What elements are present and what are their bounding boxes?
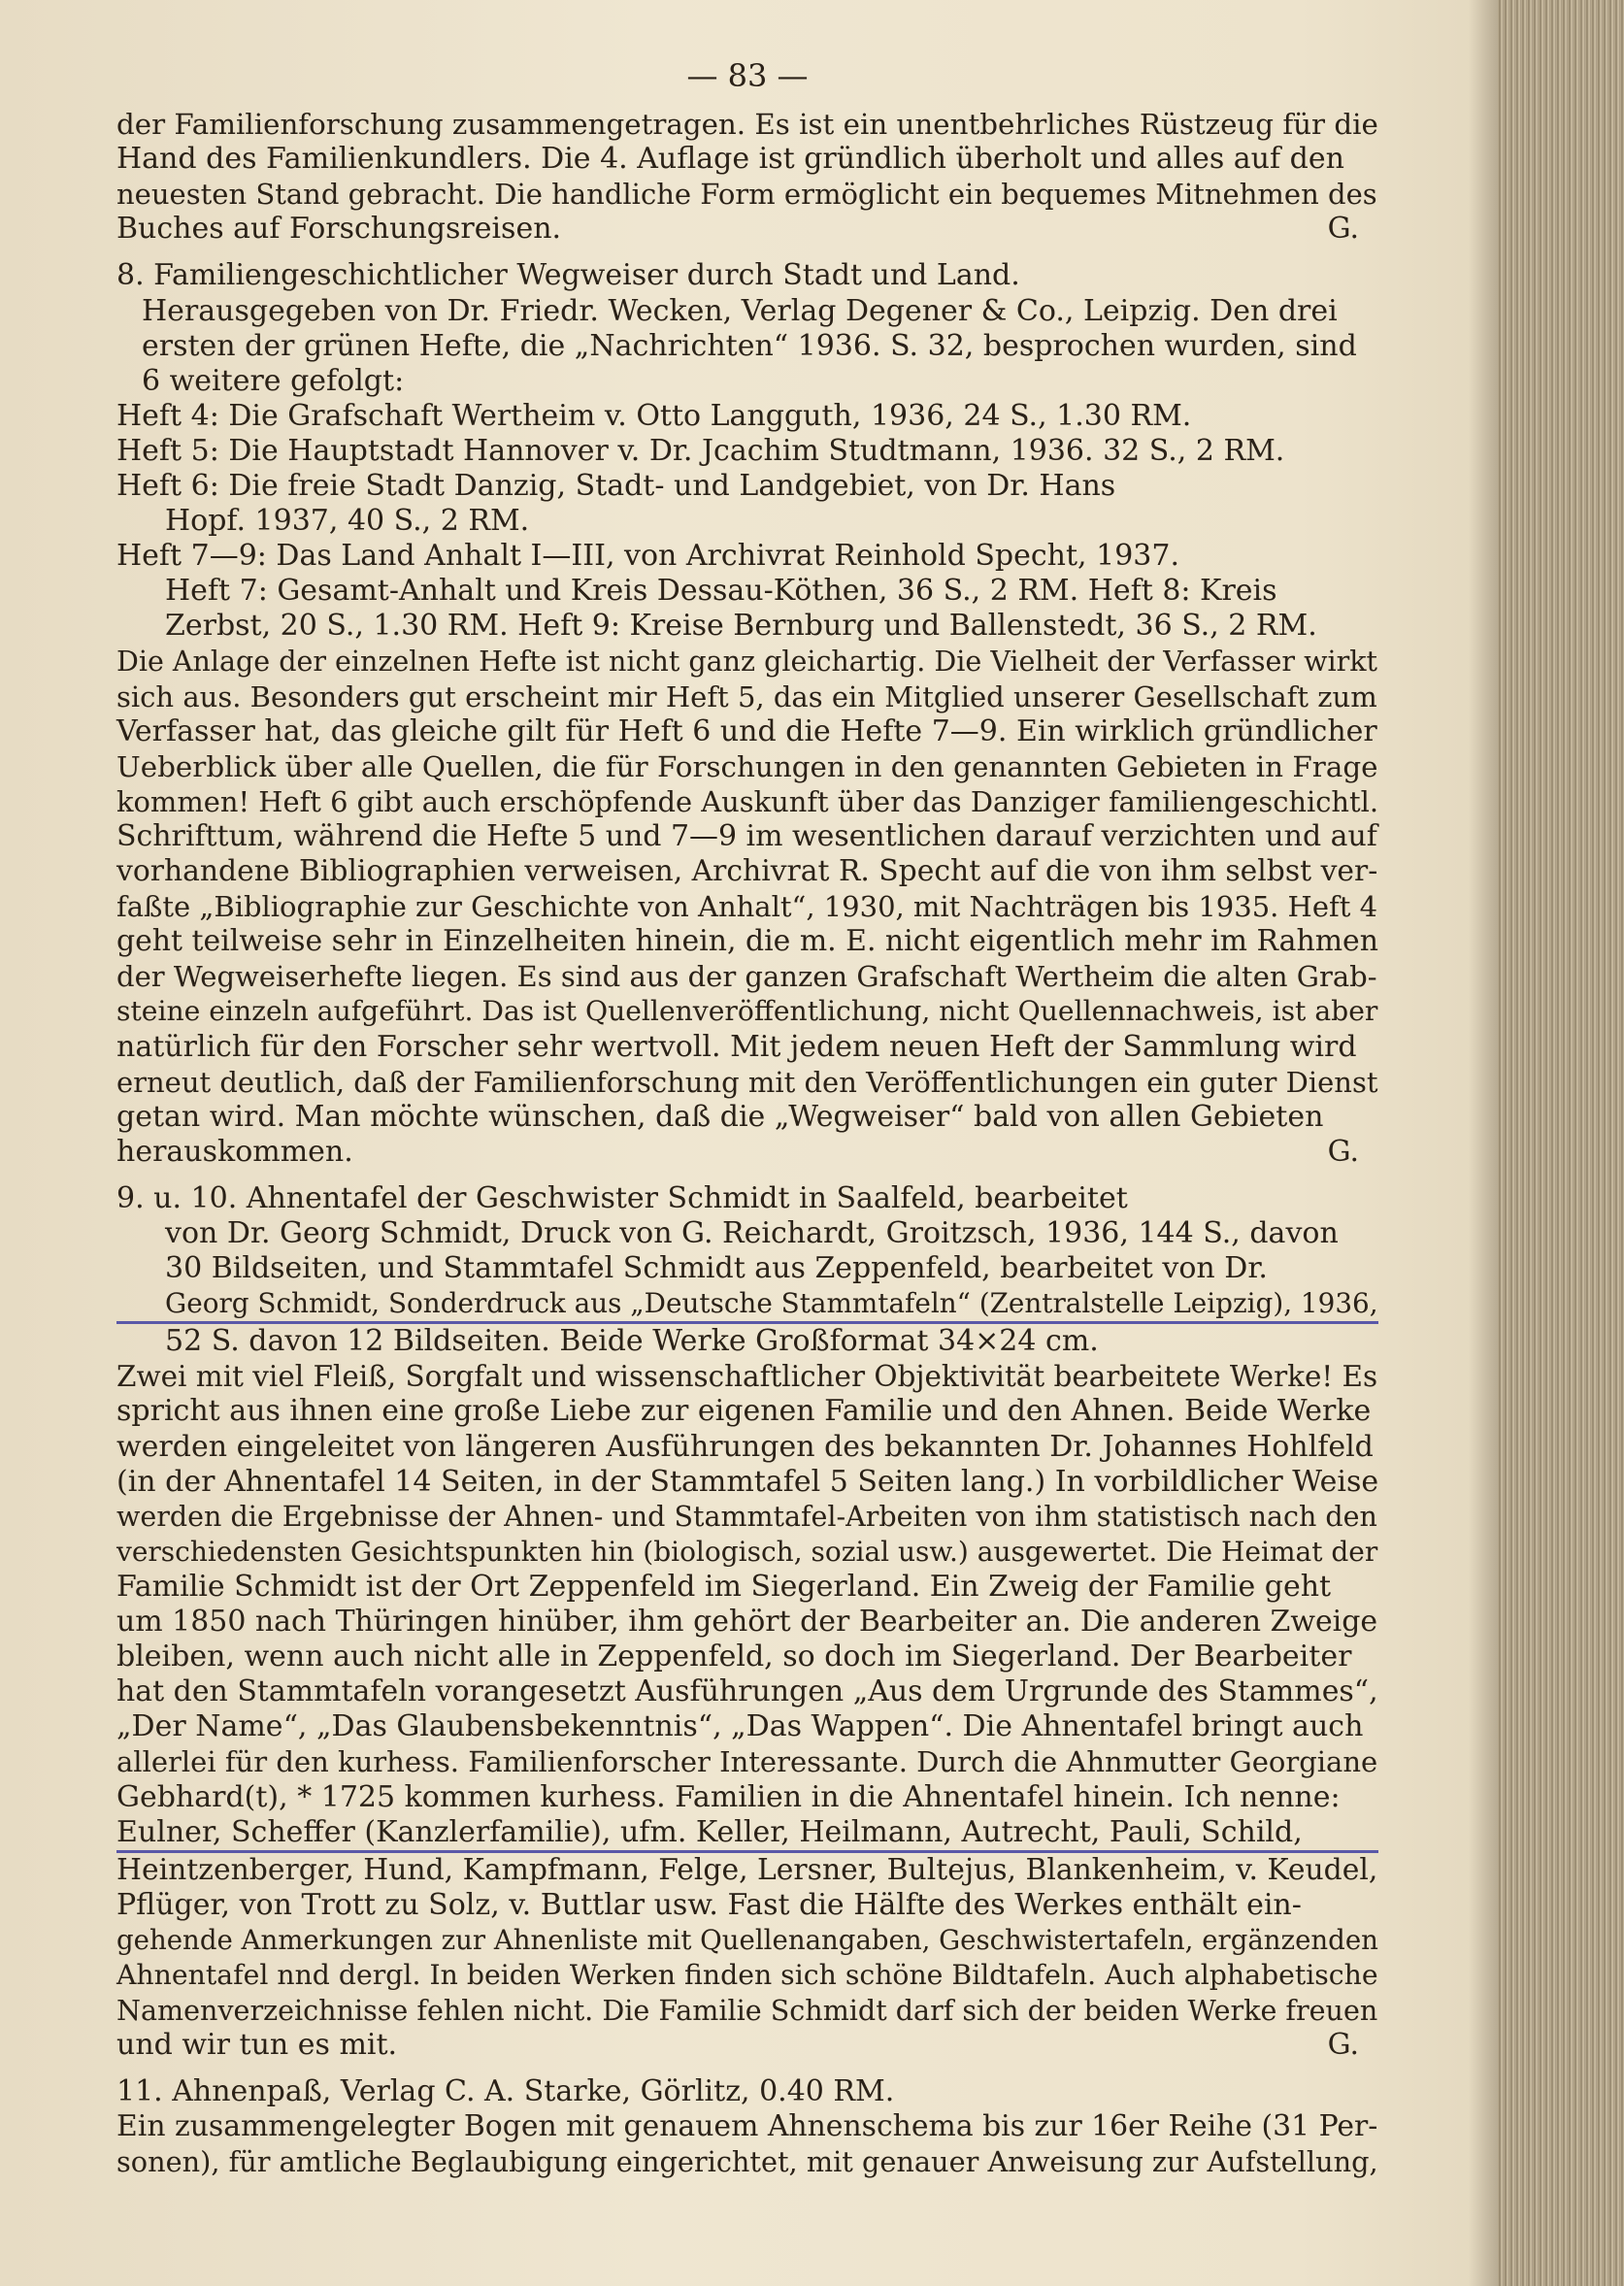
text-line: 30 Bildseiten, und Stammtafel Schmidt aus Zeppenfeld, bearbeitet von Dr. [165, 1251, 1268, 1286]
entry-8 [116, 258, 1378, 1169]
text-line: geht teilweise sehr in Einzelheiten hinein, die m. E. nicht eigentlich mehr im Rahmen [116, 924, 1378, 959]
entry-title: 9. u. 10. Ahnentafel der Geschwister Schmidt in Saalfeld, bearbeitet [116, 1180, 1128, 1215]
text-line: Familie Schmidt ist der Ort Zeppenfeld im Siegerland. Ein Zweig der Familie geht [116, 1569, 1332, 1604]
text-line: Buches auf Forschungsreisen. [116, 212, 562, 247]
text-line: Hand des Familienkundlers. Die 4. Auflage ist gründlich überholt und alles auf den [116, 142, 1344, 177]
text-line: 6 weitere gefolgt: [142, 363, 405, 398]
text-line: werden die Ergebnisse der Ahnen- und Stammtafel-Arbeiten von ihm statistisch nach den [116, 1500, 1377, 1533]
signature: G. [1327, 212, 1359, 247]
text-line: (in der Ahnentafel 14 Seiten, in der Stammtafel 5 Seiten lang.) In vorbildlicher Weise [116, 1464, 1379, 1499]
text-line: werden eingeleitet von längeren Ausführungen des bekannten Dr. Johannes Hohlfeld [116, 1429, 1374, 1464]
text-line: bleiben, wenn auch nicht alle in Zeppenfeld, so doch im Siegerland. Der Bearbeiter [116, 1640, 1352, 1674]
text-line: faßte „Bibliographie zur Geschichte von Anhalt“, 1930, mit Nachträgen bis 1935. Heft 4 [116, 890, 1378, 924]
text-line: ersten der grünen Hefte, die „Nachrichten“ 1936. S. 32, besprochen wurden, sind [142, 328, 1357, 363]
text-line: und wir tun es mit. [116, 2028, 398, 2063]
text-line: Pflüger, von Trott zu Solz, v. Buttlar usw. Fast die Hälfte des Werkes enthält ein- [116, 1887, 1302, 1922]
text-line: „Der Name“, „Das Glaubensbekenntnis“, „Das Wappen“. Die Ahnentafel bringt auch [116, 1709, 1364, 1744]
text-line-underlined: Eulner, Scheffer (Kanzlerfamilie), ufm. Keller, Heilmann, Autrecht, Pauli, Schild, [116, 1815, 1378, 1853]
text-line: Die Anlage der einzelnen Hefte ist nicht ganz gleichartig. Die Vielheit der Verfasser wirkt [116, 645, 1378, 678]
text-line: Namenverzeichnisse fehlen nicht. Die Familie Schmidt darf sich der beiden Werke freuen [116, 1994, 1378, 2028]
signature: G. [1327, 1134, 1359, 1169]
text-line: Verfasser hat, das gleiche gilt für Heft 6 und die Hefte 7—9. Ein wirklich gründlicher [116, 713, 1377, 748]
text-line: sonen), für amtliche Beglaubigung eingerichtet, mit genauer Anweisung zur Aufstellung, [116, 2145, 1378, 2179]
text-line: Schrifttum, während die Hefte 5 und 7—9 im wesentlichen darauf verzichten und auf [116, 818, 1377, 853]
text-line: sich aus. Besonders gut erscheint mir Heft 5, das ein Mitglied unserer Gesellschaft zum [116, 679, 1377, 713]
text-line: der Familienforschung zusammengetragen. Es ist ein unentbehrliches Rüstzeug für die [116, 108, 1378, 142]
page-text [116, 58, 1378, 2192]
text-line: Heft 6: Die freie Stadt Danzig, Stadt- und Landgebiet, von Dr. Hans [116, 469, 1116, 504]
text-line: kommen! Heft 6 gibt auch erschöpfende Auskunft über das Danziger familiengeschichtl. [116, 784, 1379, 818]
entry-11 [116, 2074, 1378, 2179]
page-number: — 83 — [686, 57, 809, 94]
text-line: Zerbst, 20 S., 1.30 RM. Heft 9: Kreise Bernburg und Ballenstedt, 36 S., 2 RM. [165, 609, 1317, 644]
signature: G. [1327, 2028, 1359, 2063]
text-line: um 1850 nach Thüringen hinüber, ihm gehört der Bearbeiter an. Die anderen Zweige [116, 1605, 1378, 1640]
entry-title: 11. Ahnenpaß, Verlag C. A. Starke, Görlitz, 0.40 RM. [116, 2074, 895, 2109]
text-line: verschiedensten Gesichtspunkten hin (biologisch, sozial usw.) ausgewertet. Die Heimat der [116, 1535, 1378, 1568]
text-line: Heft 7: Gesamt-Anhalt und Kreis Dessau-Köthen, 36 S., 2 RM. Heft 8: Kreis [165, 574, 1277, 609]
text-line: Herausgegeben von Dr. Friedr. Wecken, Verlag Degener & Co., Leipzig. Den drei [142, 293, 1338, 328]
text-line: Heft 4: Die Grafschaft Wertheim v. Otto Langguth, 1936, 24 S., 1.30 RM. [116, 398, 1192, 433]
text-line: erneut deutlich, daß der Familienforschung mit den Veröffentlichungen ein guter Dienst [116, 1065, 1378, 1099]
text-line: Heft 5: Die Hauptstadt Hannover v. Dr. Jcachim Studtmann, 1936. 32 S., 2 RM. [116, 433, 1285, 468]
paragraph-intro [116, 107, 1378, 247]
text-line: gehende Anmerkungen zur Ahnenliste mit Quellenangaben, Geschwistertafeln, ergänzenden [116, 1923, 1378, 1956]
entry-9-10 [116, 1181, 1378, 2063]
text-line: getan wird. Man möchte wünschen, daß die „Wegweiser“ bald von allen Gebieten [116, 1099, 1324, 1134]
text-line: Hopf. 1937, 40 S., 2 RM. [165, 504, 530, 539]
text-line: hat den Stammtafeln vorangesetzt Ausführungen „Aus dem Urgrunde des Stammes“, [116, 1674, 1378, 1709]
text-line: spricht aus ihnen eine große Liebe zur eigenen Familie und den Ahnen. Beide Werke [116, 1394, 1372, 1429]
text-line: Heintzenberger, Hund, Kampfmann, Felge, Lersner, Bultejus, Blankenheim, v. Keudel, [116, 1852, 1378, 1887]
text-line: steine einzeln aufgeführt. Das ist Quellenveröffentlichung, nicht Quellennachweis, ist aber [116, 995, 1378, 1028]
text-line: Ein zusammengelegter Bogen mit genauem Ahnenschema bis zur 16er Reihe (31 Per- [116, 2109, 1378, 2144]
text-line: 52 S. davon 12 Bildseiten. Beide Werke Großformat 34×24 cm. [165, 1324, 1099, 1359]
text-line: Ahnentafel nnd dergl. In beiden Werken finden sich schöne Bildtafeln. Auch alphabetische [116, 1958, 1378, 1991]
page-edges [1498, 0, 1624, 2286]
text-line-underlined: Georg Schmidt, Sonderdruck aus „Deutsche Stammtafeln“ (Zentralstelle Leipzig), 1936, [116, 1286, 1378, 1324]
text-line: allerlei für den kurhess. Familienforscher Interessante. Durch die Ahnmutter Georgiane [116, 1745, 1378, 1779]
text-line: Ueberblick über alle Quellen, die für Forschungen in den genannten Gebieten in Frage [116, 749, 1378, 783]
text-line: vorhandene Bibliographien verweisen, Archivrat R. Specht auf die von ihm selbst ver- [116, 854, 1378, 889]
text-line: Gebhard(t), * 1725 kommen kurhess. Familien in die Ahnentafel hinein. Ich nenne: [116, 1779, 1341, 1814]
text-line: herauskommen. [116, 1134, 353, 1169]
text-line: natürlich für den Forscher sehr wertvoll. Mit jedem neuen Heft der Sammlung wird [116, 1029, 1357, 1064]
text-line: der Wegweiserhefte liegen. Es sind aus der ganzen Grafschaft Wertheim die alten Grab- [116, 960, 1377, 994]
entry-title: 8. Familiengeschichtlicher Wegweiser durch Stadt und Land. [116, 258, 1020, 293]
text-line: neuesten Stand gebracht. Die handliche Form ermöglicht ein bequemes Mitnehmen des [116, 178, 1377, 212]
text-line: Heft 7—9: Das Land Anhalt I—III, von Archivrat Reinhold Specht, 1937. [116, 539, 1179, 574]
text-line: Zwei mit viel Fleiß, Sorgfalt und wissenschaftlicher Objektivität bearbeitete Werke! Es [116, 1360, 1378, 1394]
text-line: von Dr. Georg Schmidt, Druck von G. Reichardt, Groitzsch, 1936, 144 S., davon [165, 1216, 1339, 1250]
